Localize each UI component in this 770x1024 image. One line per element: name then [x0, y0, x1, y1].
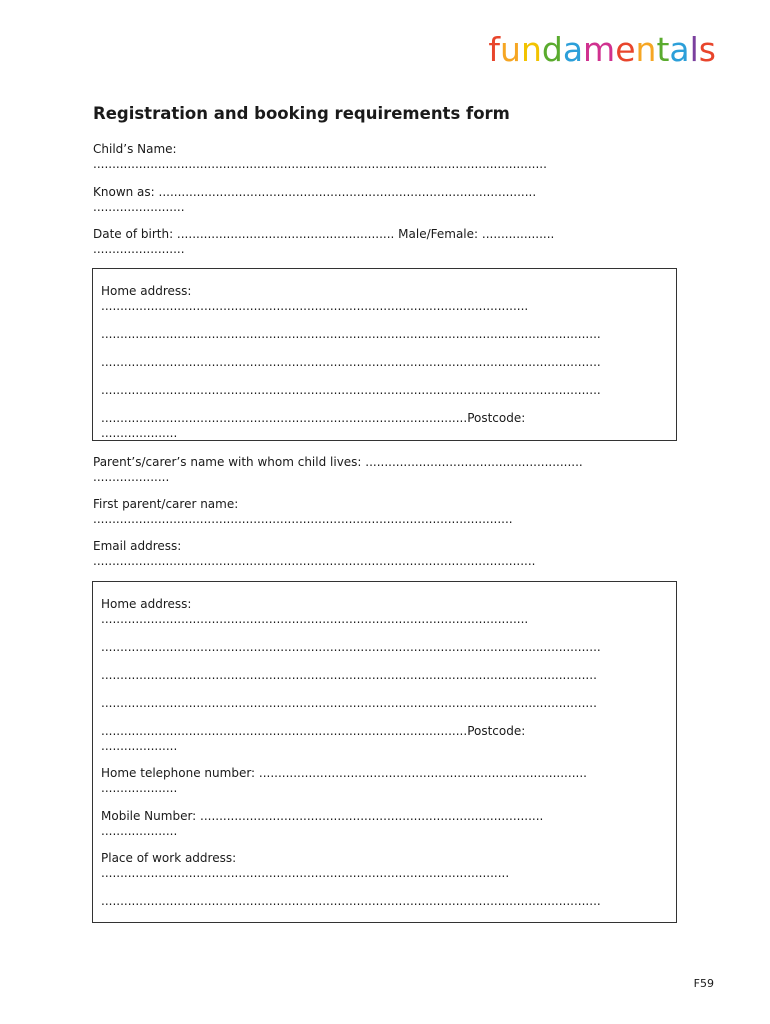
child-home-address-box: [92, 268, 677, 441]
childs-name-label: Child’s Name:: [93, 142, 177, 156]
logo-letter: a: [562, 30, 584, 69]
child-postcode-field[interactable]: ................................................................................................Postcode:: [101, 411, 526, 425]
parent-address-line-1[interactable]: ................................................................................................................: [101, 612, 529, 626]
place-of-work-line-2[interactable]: ...................................................................................................................................: [101, 894, 601, 908]
form-title: Registration and booking requirements form: [93, 104, 510, 123]
parent-address-line-4[interactable]: ..................................................................................................................................: [101, 696, 597, 710]
child-address-line-4[interactable]: ...................................................................................................................................: [101, 383, 601, 397]
child-home-address-label: Home address:: [101, 284, 192, 298]
logo-letter: m: [583, 30, 616, 69]
logo-letter: l: [689, 30, 699, 69]
date-of-birth-field[interactable]: Date of birth: ......................................................... Male/Female: ...................: [93, 227, 555, 241]
mobile-number-field[interactable]: Mobile Number: ..........................................................................................: [101, 809, 544, 823]
home-telephone-field[interactable]: Home telephone number: ......................................................................................: [101, 766, 587, 780]
email-field[interactable]: ....................................................................................................................: [93, 554, 536, 568]
logo-letter: u: [500, 30, 521, 69]
page-code: F59: [693, 977, 714, 990]
parent-carer-lives-field[interactable]: Parent’s/carer’s name with whom child lives: .........................................................: [93, 455, 583, 469]
logo-letter: f: [488, 30, 501, 69]
parent-postcode-field[interactable]: ................................................................................................Postcode:: [101, 724, 526, 738]
parent-address-line-3[interactable]: ..................................................................................................................................: [101, 668, 597, 682]
first-parent-field[interactable]: ..............................................................................................................: [93, 512, 513, 526]
logo-letter: e: [615, 30, 636, 69]
known-as-field[interactable]: Known as: ...................................................................................................: [93, 185, 537, 199]
email-label: Email address:: [93, 539, 182, 553]
child-address-line-2[interactable]: ...................................................................................................................................: [101, 327, 601, 341]
parent-carer-lives-field-cont[interactable]: ....................: [93, 470, 170, 484]
fundamentals-logo: [488, 30, 716, 69]
date-of-birth-field-cont[interactable]: ........................: [93, 242, 185, 256]
home-telephone-field-cont[interactable]: ....................: [101, 781, 178, 795]
parent-home-address-label: Home address:: [101, 597, 192, 611]
logo-letter: n: [635, 30, 657, 69]
known-as-field-cont[interactable]: ........................: [93, 200, 185, 214]
place-of-work-line-1[interactable]: ...........................................................................................................: [101, 866, 510, 880]
childs-name-field[interactable]: .......................................................................................................................: [93, 157, 547, 171]
parent-home-address-box: [92, 581, 677, 923]
mobile-number-field-cont[interactable]: ....................: [101, 824, 178, 838]
place-of-work-label: Place of work address:: [101, 851, 237, 865]
logo-letter: t: [656, 30, 670, 69]
first-parent-label: First parent/carer name:: [93, 497, 239, 511]
logo-letter: n: [520, 30, 542, 69]
child-postcode-value[interactable]: ....................: [101, 426, 178, 440]
logo-letter: a: [669, 30, 690, 69]
parent-address-line-2[interactable]: ...................................................................................................................................: [101, 640, 601, 654]
logo-letter: d: [541, 30, 563, 69]
parent-postcode-value[interactable]: ....................: [101, 739, 178, 753]
child-address-line-3[interactable]: ...................................................................................................................................: [101, 355, 601, 369]
child-address-line-1[interactable]: ................................................................................................................: [101, 299, 529, 313]
logo-letter: s: [698, 30, 716, 69]
